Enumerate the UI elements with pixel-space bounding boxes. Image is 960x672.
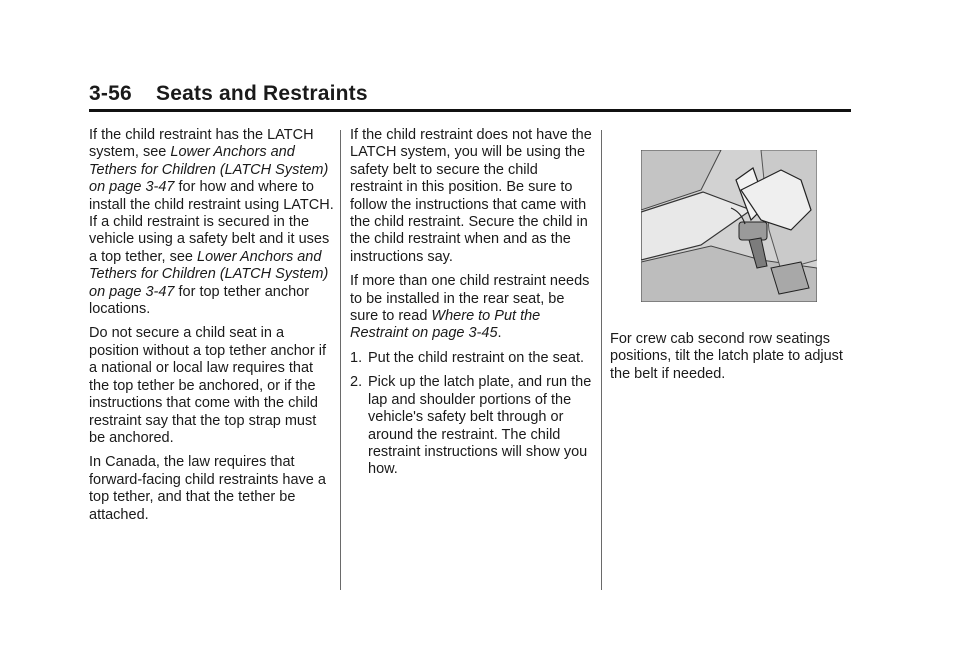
cross-reference-link[interactable]: Where to Put the Restraint on page 3-45 — [350, 308, 541, 342]
paragraph: If more than one child restraint needs to be installed in the rear seat, be sure to read Where to Put the Restraint on page 3-45. — [350, 273, 590, 342]
paragraph: In Canada, the law requires that forward-facing child restraints have a top tether, and that the tether be attached. — [89, 454, 326, 523]
column-divider — [340, 130, 341, 590]
page-number: 3-56 — [89, 82, 132, 105]
list-number: 1. — [350, 349, 363, 366]
page-header — [89, 82, 851, 112]
paragraph: If the child restraint has the LATCH system, see Lower Anchors and Tethers for Children (LATCH System) on page 3-47 for how and where to install the child restraint using LATCH. If a child restraint is secured in the vehicle using a safety belt and it uses a top tether, see Lower Anchors and Tethers for Children (LATCH System) on page 3-47 for top tether anchor locations. — [89, 127, 334, 318]
cross-reference-link[interactable]: Lower Anchors and Tethers for Children (LATCH System) on page 3-47 — [89, 248, 329, 300]
cross-reference-link[interactable]: Lower Anchors and Tethers for Children (LATCH System) on page 3-47 — [89, 144, 329, 196]
list-number: 2. — [350, 374, 363, 391]
list-text: Put the child restraint on the seat. — [368, 349, 585, 366]
paragraph: Do not secure a child seat in a position without a top tether anchor if a national or local law requires that the top tether be anchored, or if the instructions that come with the child restraint say that the top strap must be anchored. — [89, 325, 326, 446]
column-1 — [89, 127, 334, 531]
latch-plate-illustration — [641, 150, 817, 302]
column-3 — [610, 331, 850, 390]
paragraph: If the child restraint does not have the LATCH system, you will be using the safety belt to secure the child restraint in this position. Be sure to follow the instructions that came with the child restraint. Secure the child in the child restraint when and as the instructions say. — [350, 127, 592, 265]
column-2 — [350, 127, 592, 486]
list-item — [350, 350, 592, 367]
list-item — [350, 374, 592, 478]
list-text: Pick up the latch plate, and run the lap and shoulder portions of the vehicle's safety belt through or around the restraint. The child restraint instructions will show you how. — [368, 374, 592, 478]
page-header-title — [89, 82, 368, 106]
figure-caption: For crew cab second row seatings positions, tilt the latch plate to adjust the belt if needed. — [610, 331, 843, 382]
illustration-drawing — [641, 150, 817, 302]
section-title: Seats and Restraints — [155, 82, 368, 105]
column-divider — [601, 130, 602, 590]
